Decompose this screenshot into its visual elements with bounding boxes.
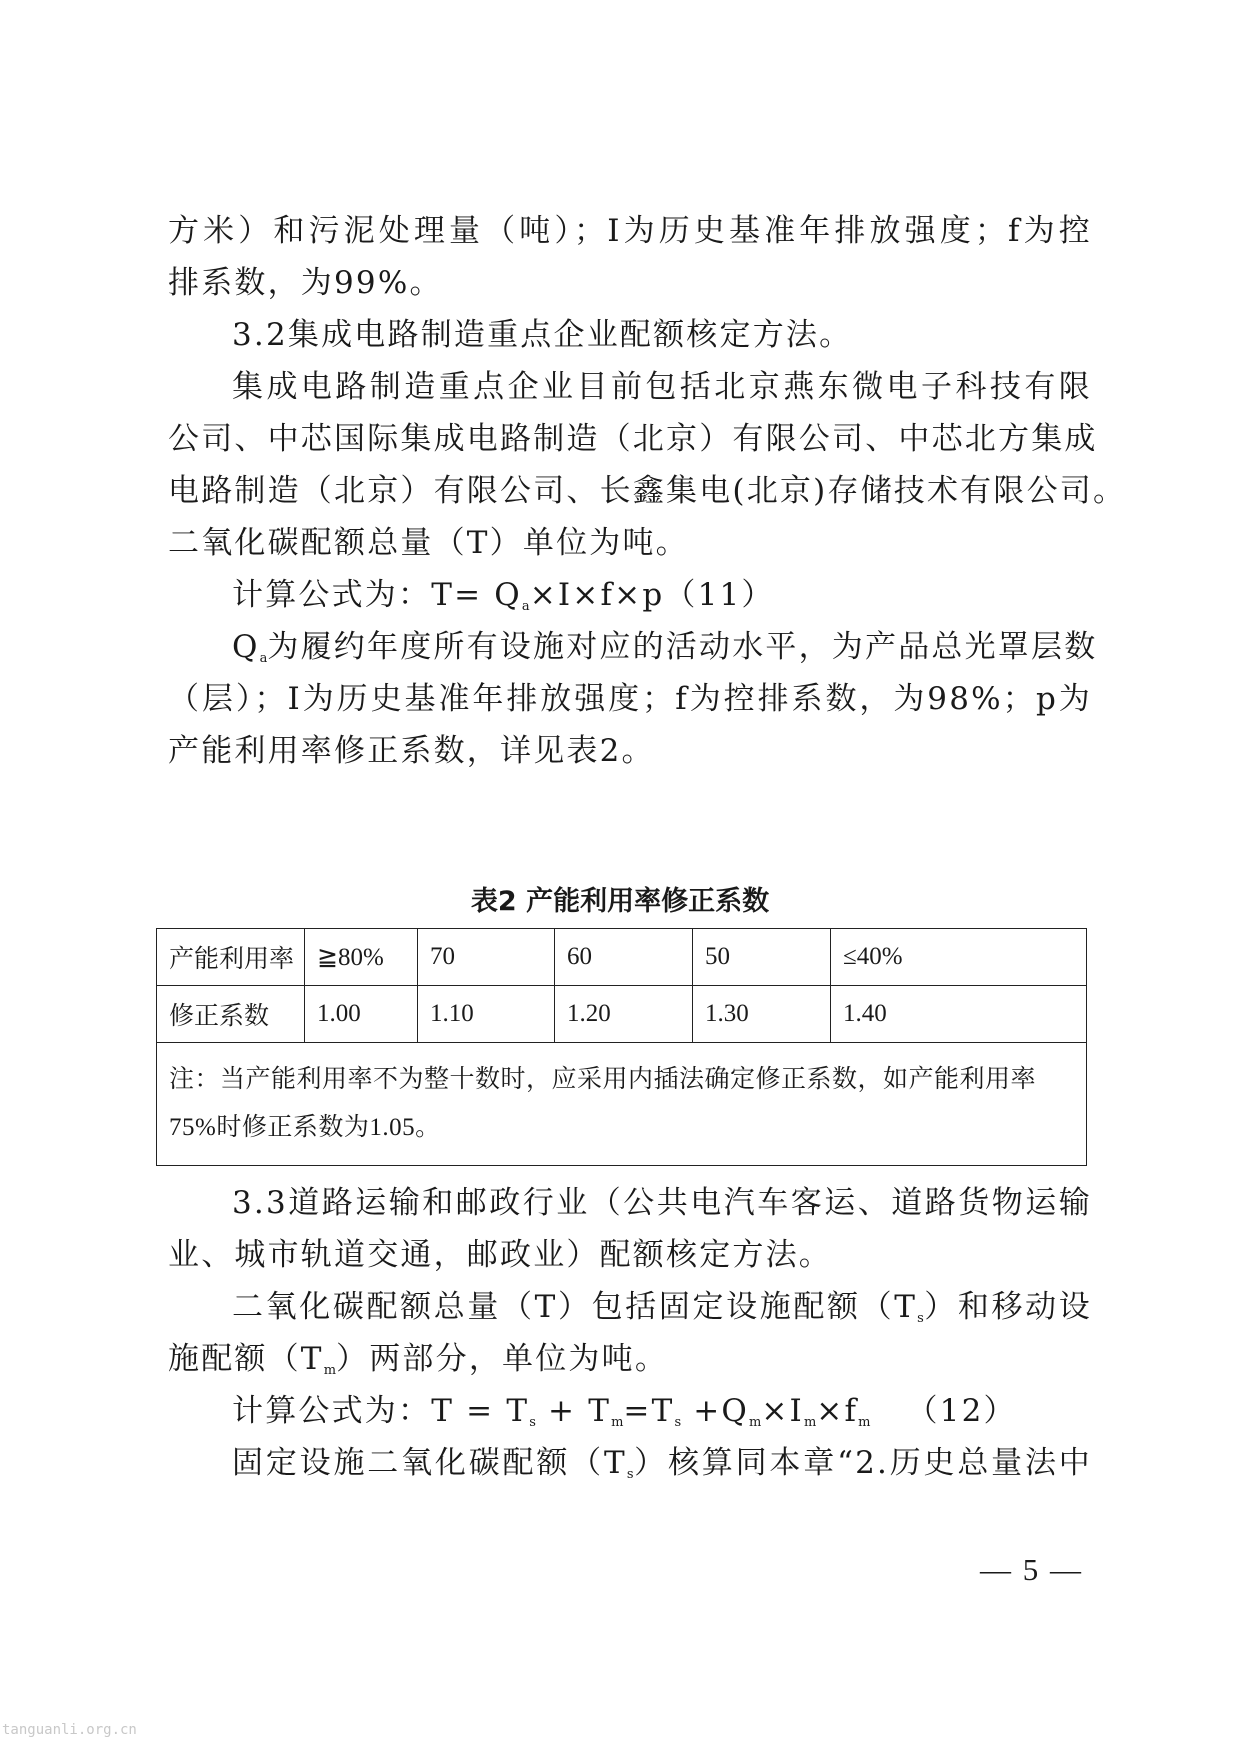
paragraph-line: 二氧化碳配额总量（T）单位为吨。 bbox=[168, 525, 689, 561]
formula-part: + T bbox=[535, 1393, 612, 1429]
paragraph-line: 集成电路制造重点企业目前包括北京燕东微电子科技有限 bbox=[232, 369, 1092, 405]
table-cell: 1.40 bbox=[831, 986, 1087, 1043]
paragraph-line bbox=[232, 1287, 1092, 1339]
paragraph-line: 方米）和污泥处理量（吨）；I为历史基准年排放强度；f为控 bbox=[168, 213, 1092, 249]
table-cell: 修正系数 bbox=[157, 986, 305, 1043]
paragraph-line: 业、城市轨道交通，邮政业）配额核定方法。 bbox=[168, 1237, 832, 1273]
text: ）和移动设 bbox=[923, 1289, 1092, 1325]
subscript: m bbox=[611, 1415, 624, 1430]
subscript: a bbox=[521, 599, 530, 614]
formula-part: ×I bbox=[761, 1393, 804, 1429]
paragraph-line bbox=[168, 1339, 1092, 1391]
table-row bbox=[157, 929, 1087, 986]
subscript: m bbox=[749, 1415, 762, 1430]
subscript: m bbox=[858, 1415, 871, 1430]
table-cell: 60 bbox=[555, 929, 693, 986]
formula-part: =T bbox=[623, 1393, 675, 1429]
table-cell: 产能利用率 bbox=[157, 929, 305, 986]
formula-part: +Q bbox=[681, 1393, 749, 1429]
subscript: s bbox=[626, 1467, 634, 1482]
table-note: 注：当产能利用率不为整十数时，应采用内插法确定修正系数，如产能利用率75%时修正系数为1.05。 bbox=[157, 1043, 1087, 1166]
paragraph-line bbox=[232, 627, 1098, 679]
table-cell: 1.20 bbox=[555, 986, 693, 1043]
table-caption: 表2 产能利用率修正系数 bbox=[470, 886, 770, 917]
formula-head: 计算公式为：T= Q bbox=[232, 577, 522, 613]
text: 二氧化碳配额总量（T）包括固定设施配额（T bbox=[232, 1289, 918, 1325]
formula-part: ×f bbox=[816, 1393, 859, 1429]
table-cell: 50 bbox=[693, 929, 831, 986]
paragraph-line bbox=[232, 1443, 1092, 1495]
formula-part: 计算公式为：T = T bbox=[232, 1393, 530, 1429]
paragraph-line: 公司、中芯国际集成电路制造（北京）有限公司、中芯北方集成 bbox=[168, 421, 1098, 457]
table-row bbox=[157, 1043, 1087, 1166]
paragraph-line: 电路制造（北京）有限公司、长鑫集电(北京)存储技术有限公司。 bbox=[168, 473, 1127, 509]
section-heading-3-2: 3.2集成电路制造重点企业配额核定方法。 bbox=[232, 317, 853, 353]
text: 固定设施二氧化碳配额（T bbox=[232, 1445, 627, 1481]
text: 施配额（T bbox=[168, 1341, 324, 1377]
table-cell: 70 bbox=[418, 929, 555, 986]
section-heading-3-3: 3.3道路运输和邮政行业（公共电汽车客运、道路货物运输 bbox=[232, 1185, 1092, 1221]
formula-number: （12） bbox=[906, 1393, 1017, 1429]
subscript: a bbox=[259, 651, 268, 666]
page-number: — 5 — bbox=[980, 1552, 1083, 1587]
paragraph-line: 产能利用率修正系数，详见表2。 bbox=[168, 733, 655, 769]
subscript: m bbox=[323, 1363, 337, 1378]
correction-coefficient-table bbox=[156, 928, 1087, 1166]
subscript: s bbox=[674, 1415, 682, 1430]
table-cell: 1.30 bbox=[693, 986, 831, 1043]
subscript: s bbox=[917, 1311, 924, 1326]
subscript: m bbox=[803, 1415, 817, 1430]
formula-12 bbox=[232, 1391, 1092, 1443]
subscript: s bbox=[529, 1415, 536, 1430]
text: 为履约年度所有设施对应的活动水平，为产品总光罩层数 bbox=[267, 629, 1098, 665]
table-cell: 1.10 bbox=[418, 986, 555, 1043]
symbol: Q bbox=[232, 629, 260, 665]
table-cell: ≤40% bbox=[831, 929, 1087, 986]
paragraph-line: （层）；I为历史基准年排放强度；f为控排系数，为98%；p为 bbox=[168, 681, 1092, 717]
text: ）核算同本章“2.历史总量法中 bbox=[633, 1445, 1092, 1481]
paragraph-line: 排系数，为99%。 bbox=[168, 265, 443, 301]
table-cell: ≧80% bbox=[305, 929, 418, 986]
table-row bbox=[157, 986, 1087, 1043]
text: ）两部分，单位为吨。 bbox=[336, 1341, 669, 1377]
table-cell: 1.00 bbox=[305, 986, 418, 1043]
watermark: tanguanli.org.cn bbox=[2, 1722, 137, 1738]
formula-11 bbox=[232, 575, 1092, 627]
formula-tail: ×I×f×p（11） bbox=[529, 577, 775, 613]
